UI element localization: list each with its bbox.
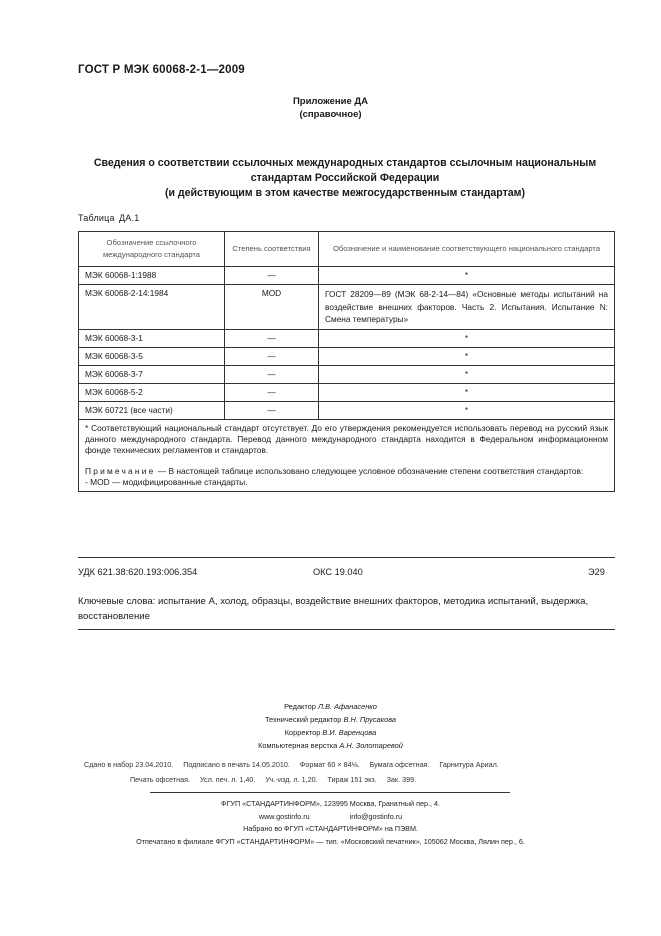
cell-reference: МЭК 60068-2-14:1984 [79, 285, 225, 330]
group-code: Э29 [588, 567, 605, 577]
cell-degree: — [225, 383, 319, 401]
section-title-line1: Сведения о соответствии ссылочных международных стандартов ссылочным национальным [93, 157, 597, 169]
publisher-web[interactable]: www.gostinfo.ru [258, 811, 310, 821]
cell-degree: — [225, 401, 319, 419]
credit-layout-label: Компьютерная верстка [258, 741, 338, 750]
cell-reference: МЭК 60068-1:1988 [79, 267, 225, 285]
publishing-line2: Печать офсетная. Усл. печ. л. 1,40. Уч.-изд. л. 1,20. Тираж 151 экз. Зак. 399. [130, 775, 417, 784]
note-text: — В настоящей таблице использовано следующее условное обозначение степени соответствия стандартов: [155, 465, 584, 476]
credits-block [0, 700, 661, 752]
table-footnote [79, 419, 615, 491]
credit-layout [0, 739, 661, 752]
credit-tech-label: Технический редактор [264, 715, 342, 724]
cell-reference: МЭК 60068-3-1 [79, 329, 225, 347]
cell-national: * [319, 347, 615, 365]
credit-layout-name: А.Н. Золотаревой [339, 741, 403, 750]
section-title [60, 156, 630, 201]
appendix-title: Приложение ДА [292, 96, 369, 107]
header-reference: Обозначение ссылочного международного стандарта [79, 232, 225, 267]
header-national: Обозначение и наименование соответствующего национального стандарта [319, 232, 615, 267]
divider-top [78, 557, 615, 558]
credit-editor-label: Редактор [284, 702, 316, 711]
footnote-text: * Соответствующий национальный стандарт отсутствует. До его утверждения рекомендуется использовать перевод на русский язык данного международного стандарта. Перевод данного международного стандарта находится в Федеральном информационном фонде технических регламентов и стандартов. [85, 422, 608, 455]
table-caption-number: ДА.1 [119, 213, 140, 223]
table-row [79, 365, 615, 383]
divider-publisher [150, 792, 510, 793]
udk-code: УДК 621.38:620.193:006.354 [78, 567, 198, 577]
keywords: Ключевые слова: испытание А, холод, образцы, воздействие внешних факторов, методика испытаний, выдержка, восстановление [78, 596, 589, 622]
publisher-typeset: Набрано во ФГУП «СТАНДАРТИНФОРМ» на ПЭВМ. [243, 824, 418, 833]
cell-degree: — [225, 267, 319, 285]
divider-bottom [78, 629, 615, 630]
table-header-row [79, 232, 615, 267]
cell-reference: МЭК 60068-3-5 [79, 347, 225, 365]
table-note [85, 466, 608, 477]
oks-code: ОКС 19.040 [313, 567, 363, 577]
table-row [79, 285, 615, 330]
credit-corr-label: Корректор [284, 728, 321, 737]
note-label: Примечание [85, 465, 156, 476]
publisher-address: ФГУП «СТАНДАРТИНФОРМ», 123995 Москва, Гранатный пер., 4. [221, 799, 440, 808]
section-title-line3: (и действующим в этом качестве межгосударственным стандартам) [164, 187, 526, 199]
cell-national: ГОСТ 28209—89 (МЭК 68-2-14—84) «Основные методы испытаний на воздействие внешних факторов. Часть 2. Испытания. Испытание N: Смена температуры» [319, 285, 615, 330]
publisher-printed: Отпечатано в филиале ФГУП «СТАНДАРТИНФОРМ» — тип. «Московский печатник», 105062 Москва, Лялин пер., 6. [136, 836, 525, 846]
credit-corrector [0, 726, 661, 739]
cell-reference: МЭК 60721 (все части) [79, 401, 225, 419]
publisher-email[interactable]: info@gostinfo.ru [349, 811, 403, 821]
note-item: - MOD — модифицированные стандарты. [85, 476, 248, 487]
cell-national: * [319, 401, 615, 419]
table-footnote-row [79, 419, 615, 491]
table-caption-word: Таблица [78, 213, 115, 223]
cell-degree: MOD [225, 285, 319, 330]
appendix-note: (справочное) [299, 109, 362, 120]
cell-degree: — [225, 347, 319, 365]
publisher-block [0, 798, 661, 848]
cell-reference: МЭК 60068-5-2 [79, 383, 225, 401]
cell-national: * [319, 267, 615, 285]
cell-national: * [319, 365, 615, 383]
cell-degree: — [225, 329, 319, 347]
table-row [79, 329, 615, 347]
header-degree: Степень соответствия [225, 232, 319, 267]
credit-corr-name: В.И. Варенцова [322, 728, 377, 737]
table-row [79, 267, 615, 285]
cell-national: * [319, 383, 615, 401]
document-code: ГОСТ Р МЭК 60068-2-1—2009 [78, 64, 245, 76]
publisher-contacts [0, 811, 661, 824]
publishing-line1: Сдано в набор 23.04.2010. Подписано в печать 14.05.2010. Формат 60 × 84⅛. Бумага офсетная. Гарнитура Ариал. [84, 760, 499, 769]
cell-national: * [319, 329, 615, 347]
table-row [79, 401, 615, 419]
table-row [79, 383, 615, 401]
cell-degree: — [225, 365, 319, 383]
table-row [79, 347, 615, 365]
credit-editor-name: Л.В. Афанасенко [317, 702, 377, 711]
credit-tech-name: В.Н. Прусакова [343, 715, 397, 724]
correspondence-table [78, 231, 615, 492]
cell-reference: МЭК 60068-3-7 [79, 365, 225, 383]
section-title-line2: стандартам Российской Федерации [250, 172, 440, 184]
table-caption [78, 213, 139, 223]
credit-tech-editor [0, 713, 661, 726]
credit-editor [0, 700, 661, 713]
